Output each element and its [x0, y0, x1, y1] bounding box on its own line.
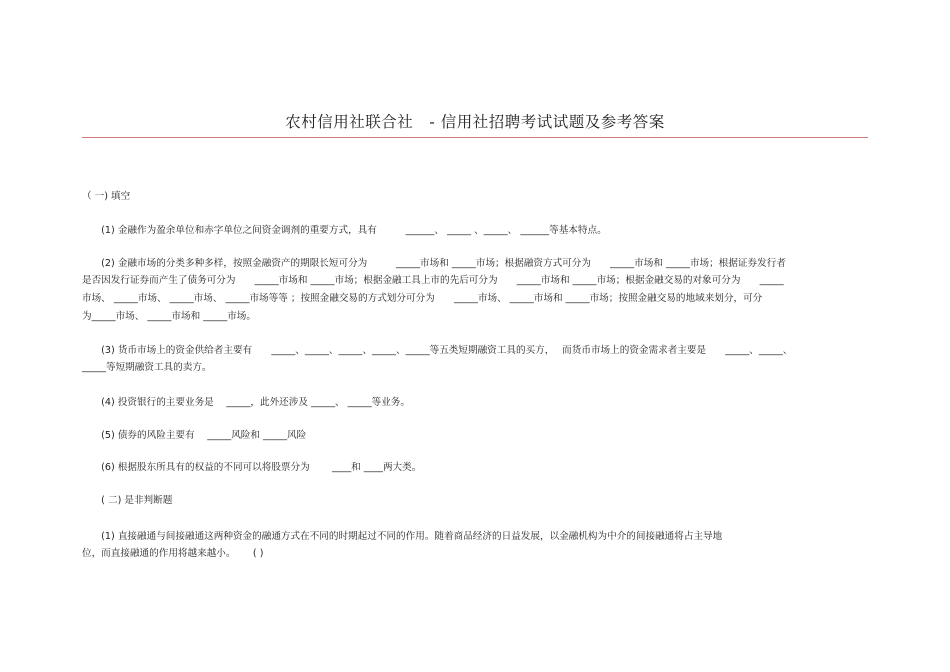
question-2-line-2: 是否因发行证券而产生了债务可分为 _____市场和 _____市场；根据金融工具上市的先后可分为 _____市场和 _____市场；根据金融交易的对象可分为 _____: [82, 275, 784, 286]
section-heading-fill-in: （ 一) 填空: [82, 191, 131, 202]
question-3-line-1: (3) 货币市场上的资金供给者主要有 _____、_____、_____、_____、_____等五类短期融资工具的买方， 而货币市场上的资金需求者主要是 _____、_____、: [82, 345, 793, 356]
title-divider: [82, 137, 868, 138]
question-5-text: (5) 债券的风险主要有 _____风险和 _____风险: [82, 430, 307, 441]
question-4-text: (4) 投资银行的主要业务是 _____，此外还涉及 _____、 _____等业务。: [82, 397, 410, 408]
question-2-line-1: (2) 金融市场的分类多种多样，按照金融资产的期限长短可分为 _____市场和 _____市场；根据融资方式可分为 _____市场和 _____市场；根据证券发行者: [82, 258, 786, 269]
document-title: 农村信用社联合社 - 信用社招聘考试试题及参考答案: [285, 113, 665, 131]
question-1-text: (1) 金融作为盈余单位和赤字单位之间资金调剂的重要方式，具有 ______、 _____ 、_____、 ______等基本特点。: [82, 225, 607, 236]
question-6-text: (6) 根据股东所具有的权益的不同可以将股票分为 ____和 ____两大类。: [82, 462, 422, 473]
question-2-line-3: 市场、 _____市场、 _____市场、 _____市场等等 ；按照金融交易的方式划分可分为 _____市场、 _____市场和 _____市场；按照金融交易的地域来划分，可分: [82, 293, 763, 304]
section-heading-true-false: ( 二) 是非判断题: [82, 495, 173, 506]
question-3-line-2: _____等短期融资工具的卖方。: [82, 362, 212, 373]
true-false-question-1-line-1: (1) 直接融通与间接融通这两种资金的融通方式在不同的时期起过不同的作用。随着商品经济的日益发展，以金融机构为中介的间接融通将占主导地: [82, 531, 723, 542]
question-2-line-4: 为_____市场、 _____市场和 _____市场。: [82, 311, 256, 322]
true-false-question-1-line-2: 位，而直接融通的作用将越来越小。 ( ): [82, 548, 264, 559]
